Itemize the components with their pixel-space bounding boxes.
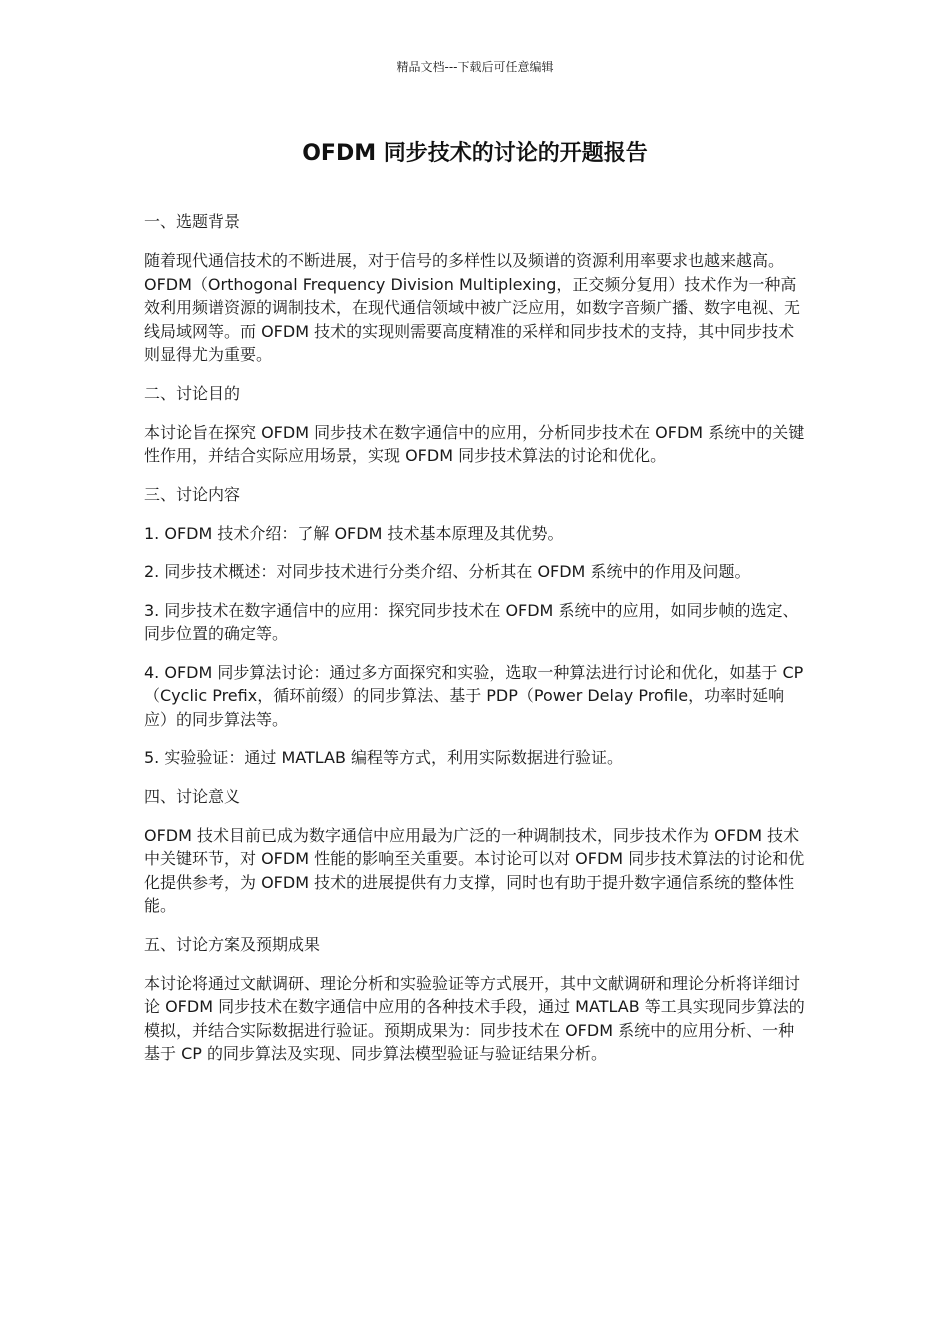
section-heading-significance: 四、讨论意义 xyxy=(144,786,241,806)
content-list-item: 3. 同步技术在数字通信中的应用：探究同步技术在 OFDM 系统中的应用，如同步帧的选定、同步位置的确定等。 xyxy=(144,600,799,643)
content-list-item: 4. OFDM 同步算法讨论：通过多方面探究和实验，选取一种算法进行讨论和优化，如基于 CP（Cyclic Prefix，循环前缀）的同步算法、基于 PDP（Power Delay Profile，功率时延响应）的同步算法等。 xyxy=(144,662,804,729)
document-body xyxy=(144,210,808,1081)
section-heading-purpose: 二、讨论目的 xyxy=(144,383,241,403)
section-paragraph-background: 随着现代通信技术的不断进展，对于信号的多样性以及频谱的资源利用率要求也越来越高。OFDM（Orthogonal Frequency Division Multiplexing，正交频分复用）技术作为一种高效利用频谱资源的调制技术，在现代通信领域中被广泛应用，如数字音频广播、数字电视、无线局域网等。而 OFDM 技术的实现则需要高度精准的采样和同步技术的支持，其中同步技术则显得尤为重要。 xyxy=(144,251,801,364)
content-list-item: 1. OFDM 技术介绍：了解 OFDM 技术基本原理及其优势。 xyxy=(144,523,564,543)
section-paragraph-purpose: 本讨论旨在探究 OFDM 同步技术在数字通信中的应用，分析同步技术在 OFDM 系统中的关键性作用，并结合实际应用场景，实现 OFDM 同步技术算法的讨论和优化。 xyxy=(144,422,805,465)
content-list-item: 5. 实验验证：通过 MATLAB 编程等方式，利用实际数据进行验证。 xyxy=(144,748,624,767)
section-heading-content: 三、讨论内容 xyxy=(144,484,241,504)
section-heading-background: 一、选题背景 xyxy=(144,212,241,231)
page-header: 精品文档---下载后可任意编辑 xyxy=(396,60,554,74)
section-heading-plan: 五、讨论方案及预期成果 xyxy=(144,934,321,954)
section-paragraph-significance: OFDM 技术目前已成为数字通信中应用最为广泛的一种调制技术，同步技术作为 OFDM 技术中关键环节，对 OFDM 性能的影响至关重要。本讨论可以对 OFDM 同步技术算法的讨论和优化提供参考，为 OFDM 技术的进展提供有力支撑，同时也有助于提升数字通信系统的整体性能。 xyxy=(144,825,805,915)
document-title: OFDM 同步技术的讨论的开题报告 xyxy=(302,141,648,166)
section-paragraph-plan: 本讨论将通过文献调研、理论分析和实验验证等方式展开，其中文献调研和理论分析将详细讨论 OFDM 同步技术在数字通信中应用的各种技术手段，通过 MATLAB 等工具实现同步算法的模拟，并结合实际数据进行验证。预期成果为：同步技术在 OFDM 系统中的应用分析、一种基于 CP 的同步算法及实现、同步算法模型验证与验证结果分析。 xyxy=(144,973,805,1063)
content-list-item: 2. 同步技术概述：对同步技术进行分类介绍、分析其在 OFDM 系统中的作用及问题。 xyxy=(144,562,751,581)
